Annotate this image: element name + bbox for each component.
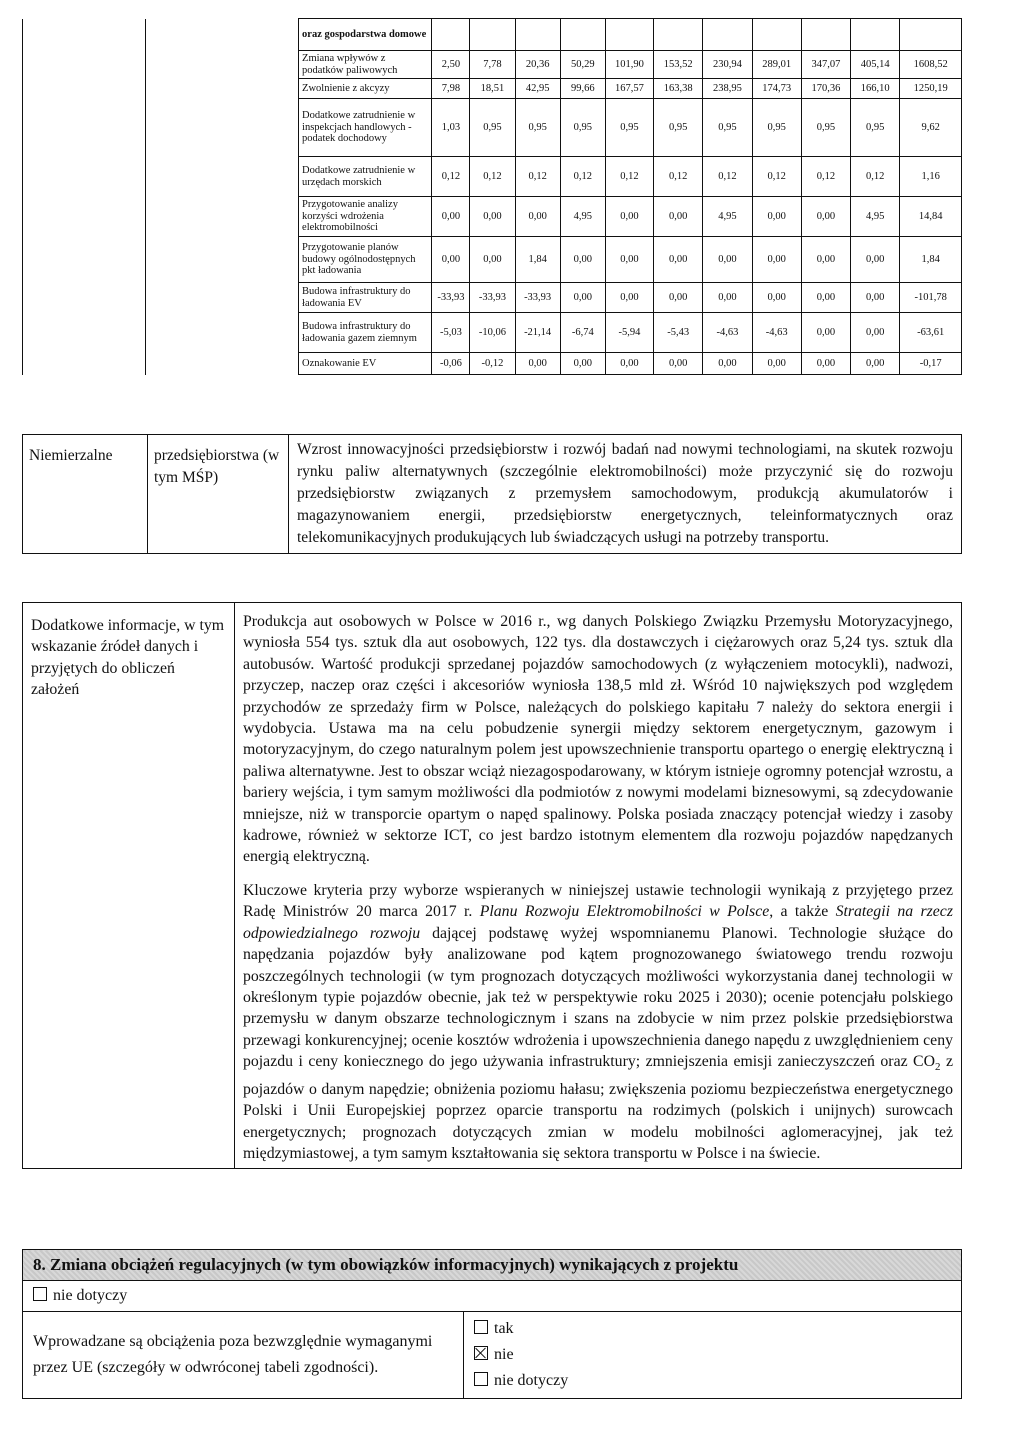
value-cell: 0,00 xyxy=(654,237,703,283)
value-cell: -5,94 xyxy=(605,313,653,353)
value-cell: 0,00 xyxy=(605,283,653,313)
row-label: oraz gospodarstwa domowe xyxy=(299,19,432,51)
empty-cell xyxy=(146,353,299,375)
value-cell: 0,12 xyxy=(851,157,900,197)
value-cell: 153,52 xyxy=(654,51,703,79)
empty-cell xyxy=(23,99,146,157)
row-label: Dodatkowe zatrudnienie w inspekcjach handlowych - podatek dochodowy xyxy=(299,99,432,157)
page xyxy=(22,18,962,1426)
plan-title: Planu Rozwoju Elektromobilności w Polsce xyxy=(479,903,770,921)
value-cell: 0,00 xyxy=(605,197,653,237)
value-cell: 347,07 xyxy=(801,51,850,79)
table-row xyxy=(23,99,962,157)
value-cell: 174,73 xyxy=(752,79,801,99)
value-cell: 0,00 xyxy=(752,197,801,237)
empty-cell xyxy=(146,237,299,283)
value-cell: 0,00 xyxy=(752,237,801,283)
burden-question: Wprowadzane są obciążenia poza bezwzględnie wymaganymi przez UE (szczegóły w odwróconej tabeli zgodności). xyxy=(23,1312,464,1399)
value-cell: 0,95 xyxy=(654,99,703,157)
empty-cell xyxy=(146,313,299,353)
unmeasurable-label: Niemierzalne xyxy=(23,435,148,554)
strategy-title: Strategii na rzecz odpowiedzialnego rozwoju xyxy=(243,903,953,942)
yes-checkbox[interactable] xyxy=(474,1320,488,1334)
empty-cell xyxy=(23,79,146,99)
value-cell xyxy=(470,19,515,51)
na-checkbox[interactable] xyxy=(474,1372,488,1386)
empty-cell xyxy=(23,283,146,313)
option-na xyxy=(474,1368,951,1394)
empty-cell xyxy=(146,157,299,197)
value-cell xyxy=(654,19,703,51)
value-cell: -63,61 xyxy=(900,313,962,353)
row-label: Oznakowanie EV xyxy=(299,353,432,375)
no-checkbox-checked[interactable] xyxy=(474,1346,488,1360)
value-cell xyxy=(432,19,470,51)
text-span: z pojazdów o danym napędzie; obniżenia poziomu hałasu; zwiększenia poziomu bezpieczeństwa energetycznego Polski i Unii Europejskiej poprzez oparcie transportu na rodzimych (polskich i unijnych) surowcach energetycznych; prognozach dotyczących zmian w modelu mobilności aglomeracyjnej, jak też międzymiastowej, a tym samym kształtowania się sektora transportu w Polsce i na świecie. xyxy=(243,1053,953,1162)
value-cell: 1,84 xyxy=(515,237,560,283)
value-cell: -0,17 xyxy=(900,353,962,375)
value-cell: 0,00 xyxy=(515,353,560,375)
value-cell xyxy=(851,19,900,51)
value-cell: 0,12 xyxy=(432,157,470,197)
no-label: nie xyxy=(494,1346,514,1363)
value-cell: 0,00 xyxy=(432,197,470,237)
na-label: nie dotyczy xyxy=(494,1372,569,1389)
row-label: Budowa infrastruktury do ładowania gazem ziemnym xyxy=(299,313,432,353)
value-cell: 0,12 xyxy=(515,157,560,197)
value-cell: 0,12 xyxy=(605,157,653,197)
value-cell: 14,84 xyxy=(900,197,962,237)
value-cell: 0,95 xyxy=(560,99,605,157)
row-label: Zwolnienie z akcyzy xyxy=(299,79,432,99)
not-applicable-row xyxy=(23,1281,962,1312)
value-cell: 0,00 xyxy=(515,197,560,237)
value-cell: 0,00 xyxy=(605,353,653,375)
value-cell: -33,93 xyxy=(470,283,515,313)
value-cell: 20,36 xyxy=(515,51,560,79)
value-cell: 1,84 xyxy=(900,237,962,283)
value-cell: 0,95 xyxy=(801,99,850,157)
value-cell: 0,00 xyxy=(801,237,850,283)
value-cell: 0,95 xyxy=(605,99,653,157)
value-cell: 1250,19 xyxy=(900,79,962,99)
value-cell: 7,78 xyxy=(470,51,515,79)
value-cell xyxy=(900,19,962,51)
value-cell: 238,95 xyxy=(703,79,752,99)
empty-cell xyxy=(23,353,146,375)
value-cell: 18,51 xyxy=(470,79,515,99)
value-cell xyxy=(703,19,752,51)
text-span: dającej podstawę wyżej wspomnianemu Planowi. Technologie służące do napędzania pojazdów były analizowane pod kątem prognozowanego światowego trendu rozwoju poszczególnych technologii (w tym prognozach dotyczących możliwości wykorzystania danej technologii w określonym typie pojazdów obecnie, jak też w perspektywie roku 2025 i 2030); ocenie potencjału polskiego przemysłu w danym obszarze technologicznym i szans na zdobycie w nim przez polskie przedsiębiorstwa przewagi konkurencyjnej; ocenie kosztów wdrożenia i upowszechnienia danego napędu z uwzględnieniem ceny pojazdu i ceny koniecznego do jego używania infrastruktury; zmniejszenia emisji zanieczyszczeń oraz CO xyxy=(243,924,953,1071)
value-cell: 0,00 xyxy=(851,353,900,375)
value-cell: -4,63 xyxy=(703,313,752,353)
empty-cell xyxy=(146,51,299,79)
empty-cell xyxy=(146,197,299,237)
value-cell: 0,00 xyxy=(560,283,605,313)
option-no xyxy=(474,1342,951,1368)
value-cell: -10,06 xyxy=(470,313,515,353)
value-cell: 2,50 xyxy=(432,51,470,79)
table-row xyxy=(23,237,962,283)
value-cell: 0,00 xyxy=(470,237,515,283)
table-row xyxy=(23,157,962,197)
burden-options xyxy=(464,1312,962,1399)
value-cell: 0,95 xyxy=(703,99,752,157)
value-cell: 50,29 xyxy=(560,51,605,79)
text-span: Kluczowe kryteria przy wyborze wspieranych w niniejszej ustawie technologii wynikają z przyjętego przez Radę Ministrów 20 marca 2017 r. xyxy=(243,881,953,921)
value-cell: -21,14 xyxy=(515,313,560,353)
value-cell: 0,00 xyxy=(752,283,801,313)
value-cell: 0,00 xyxy=(560,237,605,283)
value-cell: 167,57 xyxy=(605,79,653,99)
additional-paragraph-1: Produkcja aut osobowych w Polsce w 2016 r., wg danych Polskiego Związku Przemysłu Motoryzacyjnego, wyniosła 554 tys. sztuk dla aut osobowych, 122 tys. dla dostawczych i ciężarowych oraz 5,24 tys. sztuk dla autobusów. Wartość produkcji sprzedanej pojazdów samochodowych (z wyłączeniem motocykli), nadwozi, przyczep, naczep oraz części i akcesoriów wyniosła 138,5 mld zł. Wśród 10 największych pod względem przychodów ze sprzedaży firm w Polsce, należących do polskiego kapitału 7 należy do sektora energii i wydobycia. Ustawa ma na celu pobudzenie synergii między sektorem energetycznym, gazowym i motoryzacyjnym, do czego naturalnym polem jest upowszechnienie transportu opartego o energię elektryczną i paliwa alternatywne. Jest to obszar wciąż niezagospodarowany, w którym istnieje ogromny potencjał wzrostu, a bariery wejścia, i tym samym możliwości dla podmiotów z nowymi modelami biznesowymi, są zdecydowanie mniejsze, niż w transporcie opartym o napęd spalinowy. Polska posiada znaczący potencjał wiedzy i zasoby kadrowe, również w sektorze ICT, co jest bardzo istotnym elementem dla rozwoju pojazdów napędzanych energią elektryczną. xyxy=(243,613,953,866)
row-label: Przygotowanie planów budowy ogólnodostępnych pkt ładowania xyxy=(299,237,432,283)
empty-cell xyxy=(146,19,299,51)
table-row xyxy=(23,19,962,51)
row-label: Przygotowanie analizy korzyści wdrożenia elektromobilności xyxy=(299,197,432,237)
value-cell: 0,00 xyxy=(654,353,703,375)
value-cell: 0,00 xyxy=(801,313,850,353)
additional-paragraph-2 xyxy=(243,880,953,1164)
value-cell: 0,00 xyxy=(801,283,850,313)
value-cell: 0,12 xyxy=(801,157,850,197)
empty-cell xyxy=(146,283,299,313)
value-cell: 0,00 xyxy=(432,237,470,283)
value-cell: 0,12 xyxy=(752,157,801,197)
value-cell: 9,62 xyxy=(900,99,962,157)
table-row xyxy=(23,353,962,375)
value-cell: 0,00 xyxy=(703,283,752,313)
value-cell: -33,93 xyxy=(432,283,470,313)
value-cell xyxy=(515,19,560,51)
table-row xyxy=(23,197,962,237)
row-label: Zmiana wpływów z podatków paliwowych xyxy=(299,51,432,79)
empty-cell xyxy=(23,313,146,353)
value-cell xyxy=(605,19,653,51)
option-yes xyxy=(474,1316,951,1342)
value-cell: 0,95 xyxy=(851,99,900,157)
value-cell: 0,00 xyxy=(801,197,850,237)
value-cell: 4,95 xyxy=(703,197,752,237)
table-row xyxy=(23,79,962,99)
unmeasurable-subject: przedsiębiorstwa (w tym MŚP) xyxy=(148,435,289,554)
value-cell: -101,78 xyxy=(900,283,962,313)
empty-cell xyxy=(23,19,146,51)
value-cell: 0,00 xyxy=(703,353,752,375)
text-span: , a także xyxy=(769,903,836,921)
empty-cell xyxy=(23,157,146,197)
section-8-table xyxy=(22,1249,962,1399)
value-cell xyxy=(752,19,801,51)
value-cell: 42,95 xyxy=(515,79,560,99)
value-cell: 0,00 xyxy=(654,283,703,313)
value-cell: 289,01 xyxy=(752,51,801,79)
value-cell: -6,74 xyxy=(560,313,605,353)
budget-table xyxy=(22,18,962,375)
value-cell: 0,95 xyxy=(752,99,801,157)
value-cell: 0,00 xyxy=(752,353,801,375)
unmeasurable-text: Wzrost innowacyjności przedsiębiorstw i rozwój badań nad nowymi technologiami, na skutek rozwoju rynku paliw alternatywnych (szczególnie elektromobilności) może przyczynić się do rozwoju przedsiębiorstw związanych z przemysłem samochodowym, produkcją akumulatorów i magazynowaniem energii, przedsiębiorstw energetycznych, teleinformatycznych oraz telekomunikacyjnych produkujących lub świadczących usługi na potrzeby transportu. xyxy=(289,435,962,554)
value-cell: 0,00 xyxy=(703,237,752,283)
value-cell: 0,95 xyxy=(470,99,515,157)
table-row xyxy=(23,283,962,313)
value-cell: -4,63 xyxy=(752,313,801,353)
value-cell: 170,36 xyxy=(801,79,850,99)
value-cell: 0,00 xyxy=(851,283,900,313)
value-cell: -5,43 xyxy=(654,313,703,353)
value-cell: 0,00 xyxy=(654,197,703,237)
table-row xyxy=(23,313,962,353)
row-label: Budowa infrastruktury do ładowania EV xyxy=(299,283,432,313)
value-cell xyxy=(801,19,850,51)
value-cell: 405,14 xyxy=(851,51,900,79)
value-cell: 0,00 xyxy=(801,353,850,375)
value-cell: 0,00 xyxy=(605,237,653,283)
table-row xyxy=(23,51,962,79)
value-cell: 101,90 xyxy=(605,51,653,79)
empty-cell xyxy=(23,237,146,283)
value-cell: -33,93 xyxy=(515,283,560,313)
empty-cell xyxy=(146,99,299,157)
section-8-header: 8. Zmiana obciążeń regulacyjnych (w tym obowiązków informacyjnych) wynikających z projektu xyxy=(23,1250,962,1281)
row-label: Dodatkowe zatrudnienie w urzędach morskich xyxy=(299,157,432,197)
unmeasurable-table xyxy=(22,434,962,554)
additional-info-text xyxy=(235,603,962,1169)
value-cell: 1,16 xyxy=(900,157,962,197)
value-cell: 0,00 xyxy=(851,313,900,353)
value-cell: -5,03 xyxy=(432,313,470,353)
additional-info-table xyxy=(22,602,962,1169)
value-cell: 0,00 xyxy=(851,237,900,283)
value-cell: -0,06 xyxy=(432,353,470,375)
value-cell: -0,12 xyxy=(470,353,515,375)
value-cell: 0,12 xyxy=(470,157,515,197)
value-cell: 0,00 xyxy=(470,197,515,237)
yes-label: tak xyxy=(494,1320,514,1337)
value-cell: 1608,52 xyxy=(900,51,962,79)
value-cell: 230,94 xyxy=(703,51,752,79)
value-cell: 7,98 xyxy=(432,79,470,99)
value-cell: 163,38 xyxy=(654,79,703,99)
value-cell xyxy=(560,19,605,51)
value-cell: 0,12 xyxy=(703,157,752,197)
empty-cell xyxy=(23,51,146,79)
subscript: 2 xyxy=(935,1061,941,1074)
not-applicable-checkbox[interactable] xyxy=(33,1287,47,1301)
additional-info-label: Dodatkowe informacje, w tym wskazanie źródeł danych i przyjętych do obliczeń założeń xyxy=(23,603,235,1169)
value-cell: 1,03 xyxy=(432,99,470,157)
value-cell: 4,95 xyxy=(560,197,605,237)
value-cell: 0,12 xyxy=(654,157,703,197)
not-applicable-label: nie dotyczy xyxy=(53,1287,128,1304)
value-cell: 99,66 xyxy=(560,79,605,99)
empty-cell xyxy=(23,197,146,237)
value-cell: 0,95 xyxy=(515,99,560,157)
empty-cell xyxy=(146,79,299,99)
value-cell: 4,95 xyxy=(851,197,900,237)
value-cell: 0,00 xyxy=(560,353,605,375)
value-cell: 166,10 xyxy=(851,79,900,99)
value-cell: 0,12 xyxy=(560,157,605,197)
